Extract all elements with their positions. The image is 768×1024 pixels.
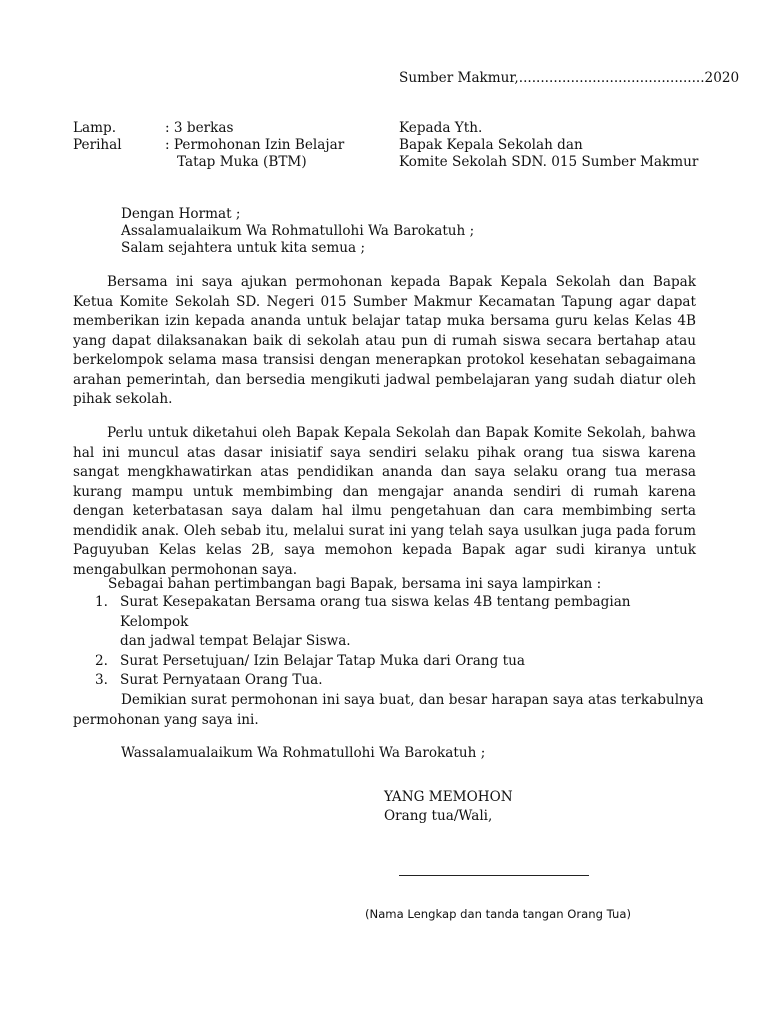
attachment-item-2 — [95, 652, 695, 672]
body-paragraph-2 — [73, 424, 696, 580]
signature-role: Orang tua/Wali, — [384, 808, 493, 824]
attachment-number: 3. — [95, 672, 108, 688]
signature-line — [399, 875, 589, 876]
greeting-line3: Salam sejahtera untuk kita semua ; — [121, 240, 366, 256]
attachment-text-line1: Surat Pernyataan Orang Tua. — [120, 672, 323, 688]
place-date: Sumber Makmur,...........................................2020 — [399, 70, 740, 86]
attachment-intro: Sebagai bahan pertimbangan bagi Bapak, bersama ini saya lampirkan : — [108, 576, 602, 592]
attachment-text-line1: Surat Kesepakatan Bersama orang tua siswa kelas 4B tentang pembagian Kelompok — [120, 594, 631, 630]
attachment-list — [95, 593, 695, 691]
signature-title: YANG MEMOHON — [384, 789, 513, 805]
closing-line1: Demikian surat permohonan ini saya buat, dan besar harapan saya atas terkabulnya — [121, 692, 704, 708]
attachment-number: 2. — [95, 652, 108, 669]
recipient-line3: Komite Sekolah SDN. 015 Sumber Makmur — [399, 154, 699, 170]
attachment-item-1 — [95, 593, 695, 652]
body-paragraph-1 — [73, 273, 696, 410]
farewell: Wassalamualaikum Wa Rohmatullohi Wa Barokatuh ; — [121, 745, 486, 761]
recipient-line2: Bapak Kepala Sekolah dan — [399, 137, 583, 153]
greeting-line1: Dengan Hormat ; — [121, 206, 241, 222]
body-paragraph-1-text: Bersama ini saya ajukan permohonan kepada Bapak Kepala Sekolah dan Bapak Ketua Komite Sekolah SD. Negeri 015 Sumber Makmur Kecamatan Tapung agar dapat memberikan izin kepada ananda untuk belajar tatap muka bersama guru kelas Kelas 4B yang dapat dilaksanakan baik di sekolah atau pun di rumah siswa secara bertahap atau berkelompok selama masa transisi dengan menerapkan protokol kesehatan sebagaimana arahan pemerintah, dan bersedia mengikuti jadwal pembelajaran yang sudah diatur oleh pihak sekolah. — [73, 274, 696, 407]
attachment-text-line1: Surat Persetujuan/ Izin Belajar Tatap Muka dari Orang tua — [120, 652, 525, 669]
closing-line2: permohonan yang saya ini. — [73, 712, 259, 728]
perihal-value-line1: : Permohonan Izin Belajar — [165, 137, 345, 153]
perihal-value-line2: Tatap Muka (BTM) — [177, 154, 307, 170]
attachment-number: 1. — [95, 594, 108, 610]
recipient-line1: Kepada Yth. — [399, 120, 483, 136]
attachment-item-3 — [95, 671, 695, 691]
signature-caption: (Nama Lengkap dan tanda tangan Orang Tua) — [365, 907, 631, 921]
lamp-label: Lamp. — [73, 120, 117, 136]
attachment-text-line2: dan jadwal tempat Belajar Siswa. — [120, 633, 351, 649]
greeting-line2: Assalamualaikum Wa Rohmatullohi Wa Barokatuh ; — [121, 223, 475, 239]
lamp-value: : 3 berkas — [165, 120, 234, 136]
body-paragraph-2-text: Perlu untuk diketahui oleh Bapak Kepala Sekolah dan Bapak Komite Sekolah, bahwa hal ini muncul atas dasar inisiatif saya sendiri selaku pihak orang tua siswa karena sangat mengkhawatirkan atas pendidikan ananda dan saya selaku orang tua merasa kurang mampu untuk membimbing dan mengajar ananda sendiri di rumah karena dengan keterbatasan saya dalam hal ilmu pengetahuan dan cara membimbing serta mendidik anak. Oleh sebab itu, melalui surat ini yang telah saya usulkan juga pada forum Paguyuban Kelas kelas 2B, saya memohon kepada Bapak agar sudi kiranya untuk mengabulkan permohonan saya. — [73, 425, 696, 578]
perihal-label: Perihal — [73, 137, 122, 153]
